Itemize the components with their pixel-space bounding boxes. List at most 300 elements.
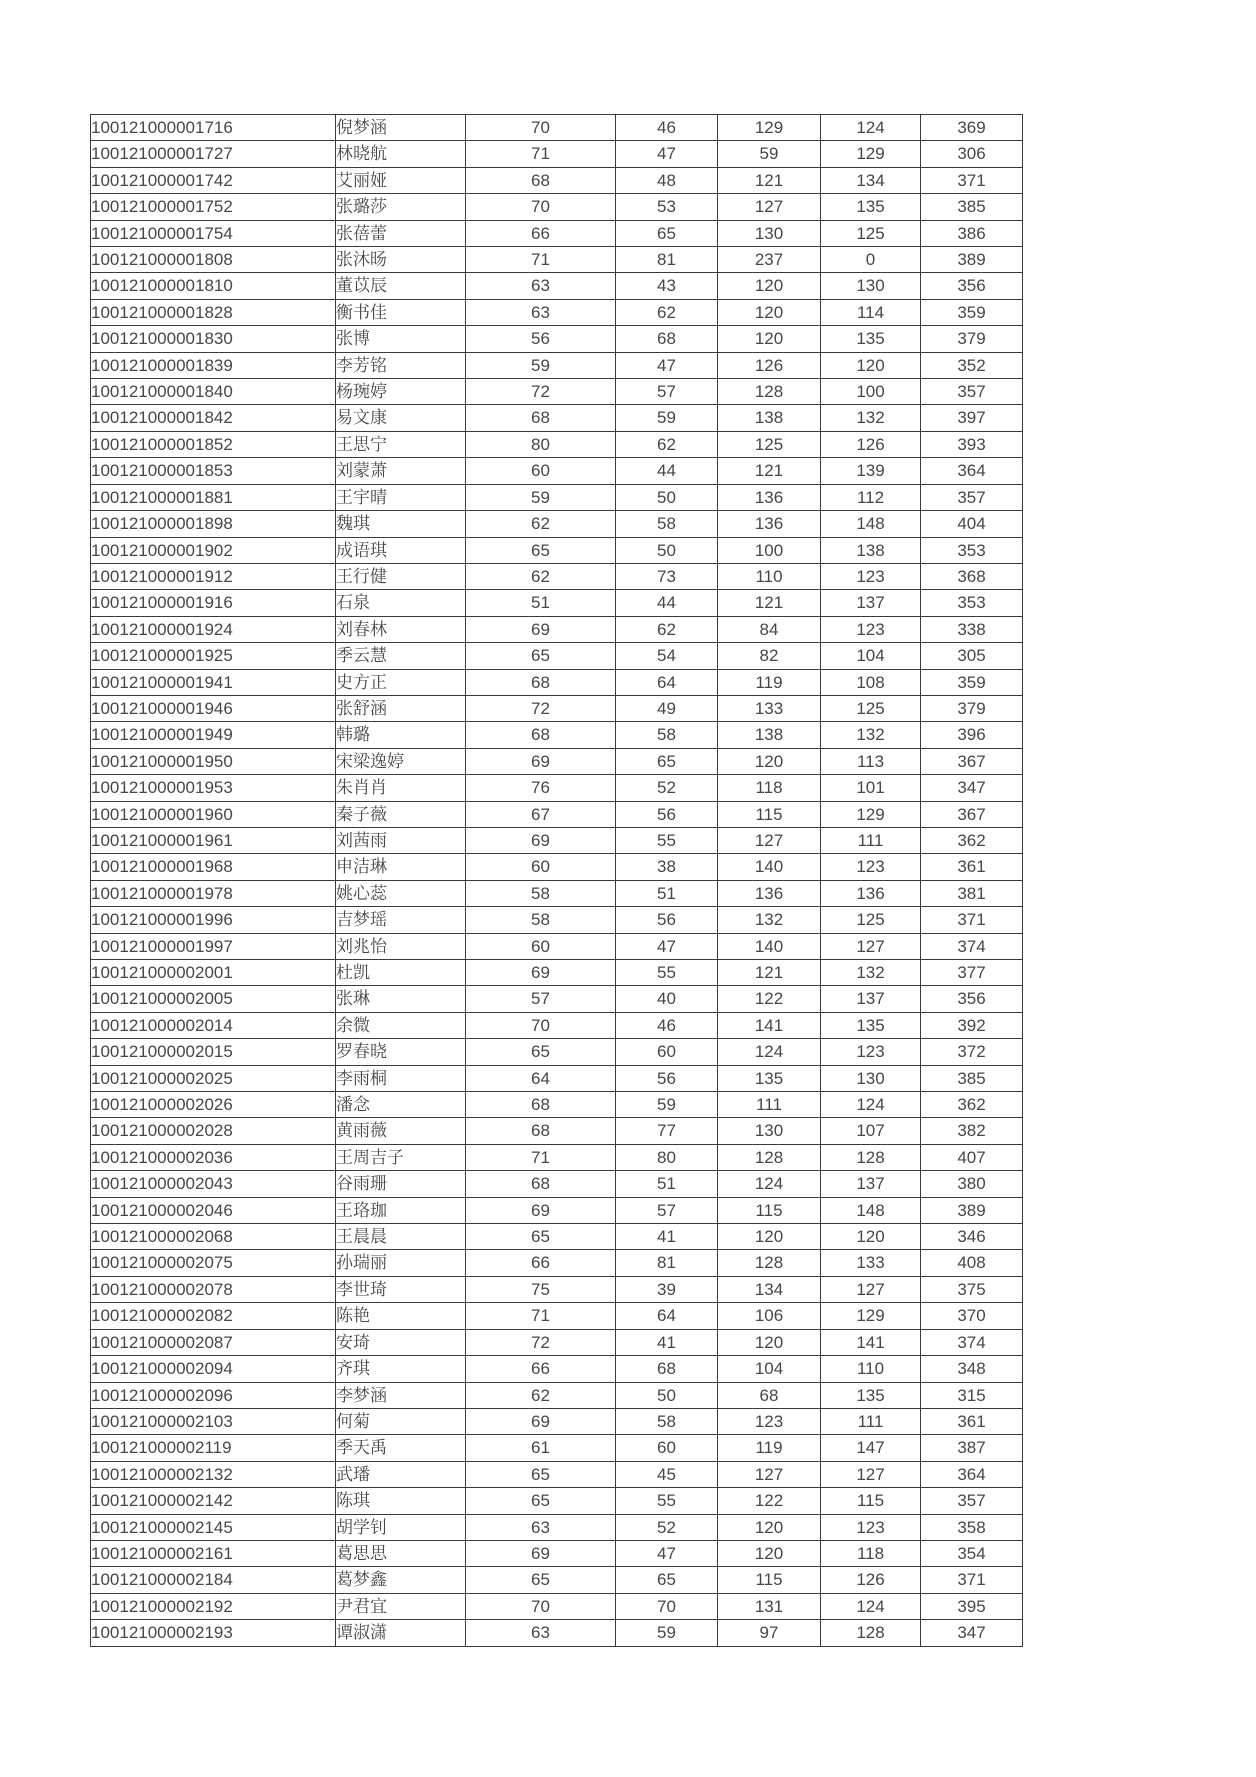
table-row (91, 1382, 1023, 1408)
cell-score-3: 132 (718, 907, 821, 933)
cell-score-4: 101 (821, 775, 921, 801)
cell-score-2: 58 (616, 1408, 718, 1434)
cell-score-2: 68 (616, 326, 718, 352)
cell-score-3: 118 (718, 775, 821, 801)
cell-score-1: 65 (466, 1567, 616, 1593)
cell-name: 张博 (336, 326, 466, 352)
cell-score-1: 60 (466, 933, 616, 959)
cell-name: 石泉 (336, 590, 466, 616)
cell-score-3: 82 (718, 643, 821, 669)
cell-score-1: 72 (466, 1329, 616, 1355)
cell-score-1: 60 (466, 854, 616, 880)
cell-score-3: 122 (718, 986, 821, 1012)
cell-score-3: 120 (718, 1540, 821, 1566)
cell-score-2: 40 (616, 986, 718, 1012)
cell-candidate-id: 100121000002014 (91, 1012, 336, 1038)
cell-name: 季天禹 (336, 1435, 466, 1461)
cell-name: 葛思思 (336, 1540, 466, 1566)
cell-score-2: 56 (616, 1065, 718, 1091)
table-row (91, 1567, 1023, 1593)
cell-score-1: 80 (466, 431, 616, 457)
cell-score-1: 59 (466, 352, 616, 378)
cell-name: 孙瑞丽 (336, 1250, 466, 1276)
cell-total: 372 (921, 1039, 1023, 1065)
cell-score-2: 65 (616, 220, 718, 246)
cell-name: 张舒涵 (336, 695, 466, 721)
cell-score-2: 47 (616, 352, 718, 378)
cell-score-1: 60 (466, 458, 616, 484)
cell-score-4: 118 (821, 1540, 921, 1566)
cell-candidate-id: 100121000001960 (91, 801, 336, 827)
cell-name: 余微 (336, 1012, 466, 1038)
cell-score-4: 124 (821, 1092, 921, 1118)
cell-score-3: 128 (718, 1144, 821, 1170)
cell-score-3: 68 (718, 1382, 821, 1408)
cell-name: 林晓航 (336, 141, 466, 167)
cell-score-1: 69 (466, 1197, 616, 1223)
cell-score-3: 129 (718, 115, 821, 141)
cell-score-3: 120 (718, 1224, 821, 1250)
cell-score-2: 60 (616, 1435, 718, 1461)
cell-score-3: 128 (718, 1250, 821, 1276)
cell-total: 389 (921, 247, 1023, 273)
cell-candidate-id: 100121000002075 (91, 1250, 336, 1276)
cell-score-3: 124 (718, 1171, 821, 1197)
cell-score-1: 72 (466, 695, 616, 721)
cell-name: 陈琪 (336, 1488, 466, 1514)
cell-score-4: 148 (821, 1197, 921, 1223)
cell-name: 齐琪 (336, 1356, 466, 1382)
table-row (91, 379, 1023, 405)
cell-score-1: 67 (466, 801, 616, 827)
cell-score-1: 70 (466, 115, 616, 141)
cell-score-2: 60 (616, 1039, 718, 1065)
cell-candidate-id: 100121000001946 (91, 695, 336, 721)
cell-total: 347 (921, 775, 1023, 801)
cell-name: 王思宁 (336, 431, 466, 457)
cell-score-4: 127 (821, 1276, 921, 1302)
cell-score-1: 75 (466, 1276, 616, 1302)
cell-candidate-id: 100121000002046 (91, 1197, 336, 1223)
cell-score-4: 123 (821, 1039, 921, 1065)
cell-name: 秦子薇 (336, 801, 466, 827)
cell-score-3: 135 (718, 1065, 821, 1091)
cell-candidate-id: 100121000002096 (91, 1382, 336, 1408)
cell-score-2: 64 (616, 1303, 718, 1329)
cell-name: 王宇晴 (336, 484, 466, 510)
cell-candidate-id: 100121000002119 (91, 1435, 336, 1461)
table-row (91, 643, 1023, 669)
cell-candidate-id: 100121000001842 (91, 405, 336, 431)
cell-total: 361 (921, 854, 1023, 880)
cell-score-4: 132 (821, 405, 921, 431)
cell-candidate-id: 100121000001941 (91, 669, 336, 695)
cell-score-1: 72 (466, 379, 616, 405)
cell-name: 韩璐 (336, 722, 466, 748)
table-row (91, 1303, 1023, 1329)
cell-candidate-id: 100121000001924 (91, 616, 336, 642)
cell-score-2: 57 (616, 379, 718, 405)
cell-score-2: 81 (616, 247, 718, 273)
cell-total: 371 (921, 907, 1023, 933)
cell-candidate-id: 100121000001727 (91, 141, 336, 167)
cell-score-1: 59 (466, 484, 616, 510)
cell-name: 刘蒙萧 (336, 458, 466, 484)
cell-score-2: 52 (616, 775, 718, 801)
cell-name: 谭淑潇 (336, 1620, 466, 1646)
table-row (91, 1620, 1023, 1646)
cell-score-3: 121 (718, 960, 821, 986)
table-row (91, 986, 1023, 1012)
cell-candidate-id: 100121000001754 (91, 220, 336, 246)
cell-score-2: 38 (616, 854, 718, 880)
cell-score-3: 120 (718, 1329, 821, 1355)
cell-score-1: 76 (466, 775, 616, 801)
cell-score-4: 135 (821, 326, 921, 352)
cell-score-2: 46 (616, 1012, 718, 1038)
cell-total: 408 (921, 1250, 1023, 1276)
cell-total: 395 (921, 1593, 1023, 1619)
cell-score-4: 138 (821, 537, 921, 563)
cell-score-1: 62 (466, 563, 616, 589)
cell-total: 354 (921, 1540, 1023, 1566)
cell-score-3: 237 (718, 247, 821, 273)
cell-score-2: 56 (616, 801, 718, 827)
table-row (91, 933, 1023, 959)
table-row (91, 247, 1023, 273)
table-row (91, 907, 1023, 933)
cell-name: 申洁琳 (336, 854, 466, 880)
table-row (91, 1408, 1023, 1434)
cell-score-2: 62 (616, 431, 718, 457)
cell-name: 史方正 (336, 669, 466, 695)
cell-total: 364 (921, 1461, 1023, 1487)
cell-score-3: 138 (718, 722, 821, 748)
cell-score-1: 68 (466, 669, 616, 695)
table-row (91, 854, 1023, 880)
cell-name: 王珞珈 (336, 1197, 466, 1223)
cell-candidate-id: 100121000001997 (91, 933, 336, 959)
cell-score-2: 50 (616, 537, 718, 563)
cell-score-2: 44 (616, 590, 718, 616)
cell-score-4: 120 (821, 1224, 921, 1250)
cell-score-3: 136 (718, 484, 821, 510)
cell-candidate-id: 100121000002142 (91, 1488, 336, 1514)
cell-name: 成语琪 (336, 537, 466, 563)
cell-score-1: 65 (466, 1224, 616, 1250)
cell-score-2: 62 (616, 616, 718, 642)
cell-score-2: 68 (616, 1356, 718, 1382)
cell-score-2: 62 (616, 299, 718, 325)
cell-name: 季云慧 (336, 643, 466, 669)
cell-candidate-id: 100121000001881 (91, 484, 336, 510)
table-row (91, 1593, 1023, 1619)
cell-score-4: 132 (821, 722, 921, 748)
cell-candidate-id: 100121000001953 (91, 775, 336, 801)
cell-score-1: 68 (466, 1171, 616, 1197)
cell-score-1: 70 (466, 194, 616, 220)
cell-total: 369 (921, 115, 1023, 141)
cell-total: 353 (921, 590, 1023, 616)
table-row (91, 167, 1023, 193)
cell-score-1: 71 (466, 1303, 616, 1329)
cell-score-2: 55 (616, 827, 718, 853)
cell-score-1: 66 (466, 1356, 616, 1382)
cell-candidate-id: 100121000001978 (91, 880, 336, 906)
cell-score-4: 120 (821, 352, 921, 378)
table-row (91, 511, 1023, 537)
cell-score-2: 41 (616, 1224, 718, 1250)
cell-candidate-id: 100121000001950 (91, 748, 336, 774)
cell-total: 359 (921, 669, 1023, 695)
cell-score-3: 115 (718, 801, 821, 827)
cell-score-2: 46 (616, 115, 718, 141)
cell-total: 370 (921, 1303, 1023, 1329)
cell-total: 357 (921, 379, 1023, 405)
table-row (91, 1092, 1023, 1118)
cell-candidate-id: 100121000002068 (91, 1224, 336, 1250)
cell-score-2: 50 (616, 1382, 718, 1408)
cell-score-4: 114 (821, 299, 921, 325)
cell-score-1: 69 (466, 1540, 616, 1566)
cell-candidate-id: 100121000002026 (91, 1092, 336, 1118)
cell-score-2: 55 (616, 1488, 718, 1514)
cell-score-2: 56 (616, 907, 718, 933)
cell-score-3: 123 (718, 1408, 821, 1434)
cell-score-4: 129 (821, 1303, 921, 1329)
cell-candidate-id: 100121000002132 (91, 1461, 336, 1487)
cell-name: 李世琦 (336, 1276, 466, 1302)
cell-total: 379 (921, 326, 1023, 352)
cell-total: 361 (921, 1408, 1023, 1434)
cell-total: 347 (921, 1620, 1023, 1646)
cell-name: 张琳 (336, 986, 466, 1012)
cell-score-4: 126 (821, 1567, 921, 1593)
cell-score-3: 115 (718, 1197, 821, 1223)
cell-total: 374 (921, 1329, 1023, 1355)
table-row (91, 1461, 1023, 1487)
cell-total: 362 (921, 827, 1023, 853)
cell-total: 380 (921, 1171, 1023, 1197)
cell-name: 潘念 (336, 1092, 466, 1118)
cell-total: 393 (921, 431, 1023, 457)
cell-score-2: 65 (616, 1567, 718, 1593)
cell-score-4: 125 (821, 907, 921, 933)
cell-score-2: 47 (616, 933, 718, 959)
cell-name: 刘兆怡 (336, 933, 466, 959)
cell-name: 黄雨薇 (336, 1118, 466, 1144)
cell-score-4: 137 (821, 590, 921, 616)
cell-name: 张璐莎 (336, 194, 466, 220)
cell-candidate-id: 100121000001853 (91, 458, 336, 484)
cell-score-2: 49 (616, 695, 718, 721)
cell-total: 387 (921, 1435, 1023, 1461)
table-row (91, 1435, 1023, 1461)
cell-score-2: 64 (616, 669, 718, 695)
table-row (91, 1171, 1023, 1197)
cell-name: 李芳铭 (336, 352, 466, 378)
cell-score-1: 71 (466, 247, 616, 273)
cell-candidate-id: 100121000001898 (91, 511, 336, 537)
cell-candidate-id: 100121000001961 (91, 827, 336, 853)
cell-total: 404 (921, 511, 1023, 537)
cell-score-3: 119 (718, 669, 821, 695)
cell-score-4: 141 (821, 1329, 921, 1355)
cell-score-3: 138 (718, 405, 821, 431)
table-row (91, 827, 1023, 853)
cell-total: 375 (921, 1276, 1023, 1302)
cell-name: 胡学钊 (336, 1514, 466, 1540)
cell-score-1: 62 (466, 1382, 616, 1408)
cell-total: 386 (921, 220, 1023, 246)
cell-score-4: 111 (821, 1408, 921, 1434)
cell-name: 刘茜雨 (336, 827, 466, 853)
cell-score-3: 111 (718, 1092, 821, 1118)
cell-score-2: 44 (616, 458, 718, 484)
cell-score-3: 141 (718, 1012, 821, 1038)
cell-score-3: 122 (718, 1488, 821, 1514)
cell-candidate-id: 100121000002145 (91, 1514, 336, 1540)
cell-candidate-id: 100121000001840 (91, 379, 336, 405)
table-row (91, 299, 1023, 325)
table-row (91, 775, 1023, 801)
cell-candidate-id: 100121000001839 (91, 352, 336, 378)
cell-candidate-id: 100121000002094 (91, 1356, 336, 1382)
cell-score-1: 61 (466, 1435, 616, 1461)
cell-name: 魏琪 (336, 511, 466, 537)
cell-candidate-id: 100121000001742 (91, 167, 336, 193)
cell-score-4: 147 (821, 1435, 921, 1461)
cell-candidate-id: 100121000001828 (91, 299, 336, 325)
cell-name: 王行健 (336, 563, 466, 589)
cell-candidate-id: 100121000002036 (91, 1144, 336, 1170)
cell-score-4: 130 (821, 273, 921, 299)
cell-score-1: 69 (466, 827, 616, 853)
cell-score-4: 123 (821, 563, 921, 589)
cell-total: 357 (921, 1488, 1023, 1514)
cell-score-4: 110 (821, 1356, 921, 1382)
cell-score-3: 134 (718, 1276, 821, 1302)
cell-name: 何菊 (336, 1408, 466, 1434)
cell-score-3: 124 (718, 1039, 821, 1065)
cell-total: 407 (921, 1144, 1023, 1170)
cell-score-1: 66 (466, 220, 616, 246)
table-row (91, 1144, 1023, 1170)
cell-candidate-id: 100121000001810 (91, 273, 336, 299)
cell-score-3: 97 (718, 1620, 821, 1646)
cell-score-4: 129 (821, 801, 921, 827)
cell-score-4: 111 (821, 827, 921, 853)
cell-score-1: 65 (466, 537, 616, 563)
cell-name: 杨琬婷 (336, 379, 466, 405)
cell-score-3: 121 (718, 458, 821, 484)
cell-score-3: 140 (718, 854, 821, 880)
cell-name: 倪梦涵 (336, 115, 466, 141)
cell-candidate-id: 100121000002103 (91, 1408, 336, 1434)
cell-score-1: 58 (466, 907, 616, 933)
cell-score-4: 125 (821, 220, 921, 246)
cell-score-2: 47 (616, 141, 718, 167)
cell-score-2: 47 (616, 1540, 718, 1566)
cell-score-3: 128 (718, 379, 821, 405)
cell-score-4: 125 (821, 695, 921, 721)
table-row (91, 1540, 1023, 1566)
cell-candidate-id: 100121000001902 (91, 537, 336, 563)
cell-score-3: 100 (718, 537, 821, 563)
cell-score-1: 63 (466, 273, 616, 299)
cell-total: 367 (921, 801, 1023, 827)
cell-name: 姚心蕊 (336, 880, 466, 906)
cell-score-2: 41 (616, 1329, 718, 1355)
table-row (91, 1012, 1023, 1038)
table-row (91, 1329, 1023, 1355)
cell-score-1: 66 (466, 1250, 616, 1276)
cell-candidate-id: 100121000001752 (91, 194, 336, 220)
cell-name: 李雨桐 (336, 1065, 466, 1091)
cell-score-4: 129 (821, 141, 921, 167)
cell-score-3: 120 (718, 273, 821, 299)
cell-total: 389 (921, 1197, 1023, 1223)
cell-score-4: 123 (821, 616, 921, 642)
cell-score-2: 54 (616, 643, 718, 669)
cell-score-3: 125 (718, 431, 821, 457)
cell-candidate-id: 100121000002028 (91, 1118, 336, 1144)
document-page (90, 114, 1023, 1647)
table-row (91, 431, 1023, 457)
cell-score-3: 120 (718, 299, 821, 325)
cell-score-1: 58 (466, 880, 616, 906)
table-row (91, 352, 1023, 378)
cell-score-4: 100 (821, 379, 921, 405)
table-row (91, 537, 1023, 563)
cell-score-2: 45 (616, 1461, 718, 1487)
cell-total: 306 (921, 141, 1023, 167)
cell-candidate-id: 100121000002001 (91, 960, 336, 986)
cell-score-1: 68 (466, 722, 616, 748)
cell-score-4: 0 (821, 247, 921, 273)
cell-score-4: 123 (821, 1514, 921, 1540)
cell-score-4: 115 (821, 1488, 921, 1514)
cell-total: 305 (921, 643, 1023, 669)
cell-score-2: 58 (616, 722, 718, 748)
cell-score-2: 51 (616, 1171, 718, 1197)
cell-score-1: 63 (466, 299, 616, 325)
cell-candidate-id: 100121000001949 (91, 722, 336, 748)
cell-candidate-id: 100121000002184 (91, 1567, 336, 1593)
cell-total: 356 (921, 273, 1023, 299)
cell-score-3: 119 (718, 1435, 821, 1461)
cell-score-2: 39 (616, 1276, 718, 1302)
cell-score-4: 132 (821, 960, 921, 986)
table-row (91, 458, 1023, 484)
table-row (91, 141, 1023, 167)
table-row (91, 748, 1023, 774)
cell-score-1: 62 (466, 511, 616, 537)
cell-score-3: 120 (718, 1514, 821, 1540)
cell-name: 董苡辰 (336, 273, 466, 299)
cell-score-4: 113 (821, 748, 921, 774)
cell-score-1: 64 (466, 1065, 616, 1091)
cell-total: 382 (921, 1118, 1023, 1144)
cell-score-3: 136 (718, 880, 821, 906)
cell-score-4: 135 (821, 1382, 921, 1408)
cell-score-4: 133 (821, 1250, 921, 1276)
cell-total: 338 (921, 616, 1023, 642)
table-row (91, 1039, 1023, 1065)
table-row (91, 960, 1023, 986)
cell-name: 葛梦鑫 (336, 1567, 466, 1593)
cell-score-3: 130 (718, 220, 821, 246)
